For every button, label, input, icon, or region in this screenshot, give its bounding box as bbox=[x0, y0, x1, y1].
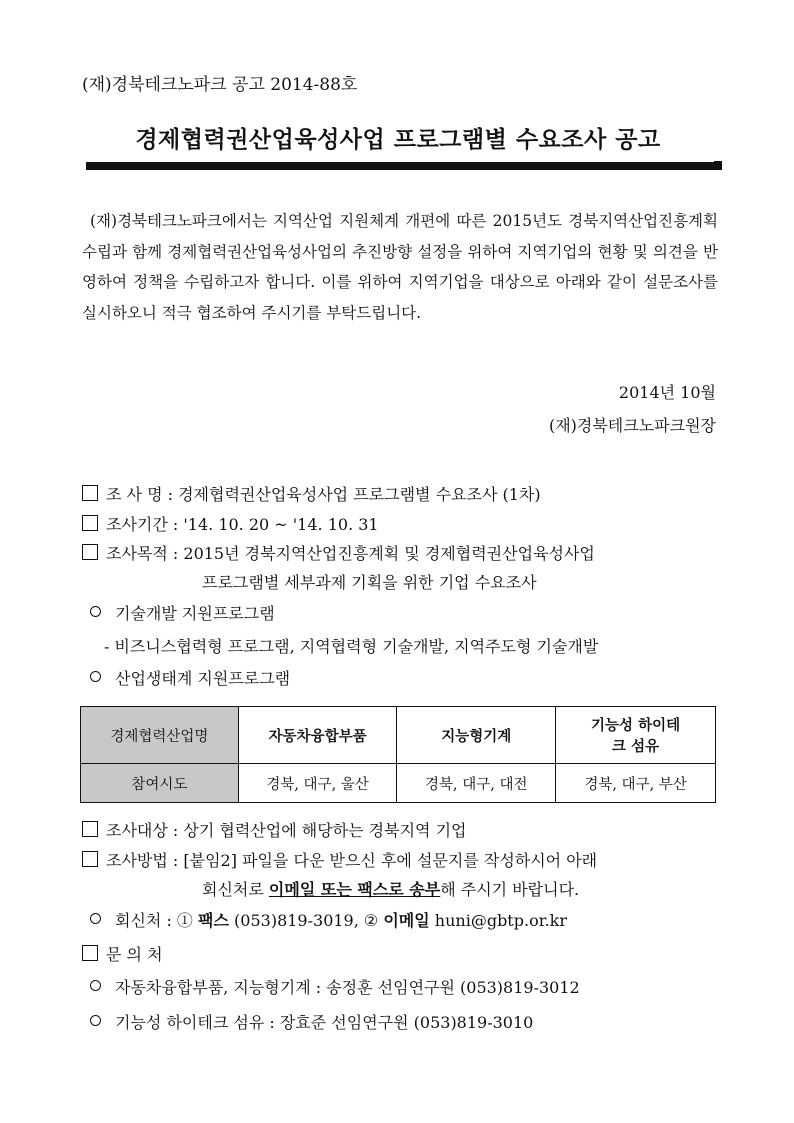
inquiry-contact-2 bbox=[90, 1010, 533, 1033]
checkbox-square-icon bbox=[82, 485, 98, 501]
survey-method-continued: 회신처로 이메일 또는 팩스로 송부해 주시기 바랍니다. bbox=[202, 880, 580, 899]
survey-period-text: 조사기간 : '14. 10. 20 ~ '14. 10. 31 bbox=[106, 515, 379, 534]
table-row bbox=[81, 707, 716, 764]
survey-period-item bbox=[82, 512, 379, 535]
checkbox-square-icon bbox=[82, 945, 98, 961]
program-1-detail: - 비즈니스협력형 프로그램, 지역협력형 기술개발, 지역주도형 기술개발 bbox=[104, 637, 599, 656]
bullet-circle-icon bbox=[90, 980, 101, 991]
inquiry-heading-text: 문 의 처 bbox=[106, 945, 163, 964]
industry-table bbox=[80, 706, 716, 803]
table-header-label: 경제협력산업명 bbox=[81, 707, 239, 764]
industry-cell: 기능성 하이테크 섬유 bbox=[556, 707, 716, 764]
survey-target-item bbox=[82, 818, 466, 841]
checkbox-square-icon bbox=[82, 821, 98, 837]
program-2-text: 산업생태계 지원프로그램 bbox=[115, 669, 291, 688]
survey-purpose-text: 조사목적 : 2015년 경북지역산업진흥계획 및 경제협력권산업육성사업 bbox=[106, 544, 595, 563]
survey-purpose-item bbox=[82, 541, 595, 564]
reply-contact-item: 회신처 : ① 팩스 (053)819-3019, ② 이메일 huni@gbtp.or.kr bbox=[90, 908, 567, 931]
checkbox-square-icon bbox=[82, 544, 98, 560]
survey-name-item bbox=[82, 482, 541, 505]
notice-number: (재)경북테크노파크 공고 2014-88호 bbox=[82, 75, 358, 95]
region-cell: 경북, 대구, 울산 bbox=[238, 764, 397, 803]
bullet-circle-icon bbox=[90, 606, 101, 617]
checkbox-square-icon bbox=[82, 851, 98, 867]
title-block bbox=[82, 118, 718, 172]
survey-purpose-continued: 프로그램별 세부과제 기획을 위한 기업 수요조사 bbox=[202, 573, 537, 592]
title-underline-bar bbox=[86, 161, 722, 170]
issuer-name: (재)경북테크노파크원장 bbox=[548, 416, 716, 435]
industry-cell: 자동차융합부품 bbox=[238, 707, 397, 764]
notice-date: 2014년 10월 bbox=[618, 383, 716, 402]
region-cell: 경북, 대구, 대전 bbox=[397, 764, 556, 803]
table-row-label: 참여시도 bbox=[81, 764, 239, 803]
inquiry-contact-1 bbox=[90, 975, 580, 998]
inquiry-heading bbox=[82, 942, 163, 965]
email-label: 이메일 bbox=[383, 911, 430, 930]
program-2-item bbox=[90, 666, 290, 689]
fax-number: (053)819-3019, ② bbox=[228, 911, 384, 930]
program-1-item bbox=[90, 601, 275, 624]
submission-emphasis: 이메일 또는 팩스로 송부 bbox=[268, 880, 441, 899]
email-address: huni@gbtp.or.kr bbox=[429, 911, 568, 930]
inquiry-contact-text: 자동차융합부품, 지능형기계 : 송정훈 선임연구원 (053)819-3012 bbox=[115, 978, 580, 997]
checkbox-square-icon bbox=[82, 515, 98, 531]
bullet-circle-icon bbox=[90, 913, 101, 924]
inquiry-contact-text: 기능성 하이테크 섬유 : 장효준 선임연구원 (053)819-3010 bbox=[115, 1013, 534, 1032]
program-1-text: 기술개발 지원프로그램 bbox=[115, 604, 275, 623]
region-cell: 경북, 대구, 부산 bbox=[556, 764, 716, 803]
survey-method-text: 조사방법 : [붙임2] 파일을 다운 받으신 후에 설문지를 작성하시어 아래 bbox=[106, 851, 598, 870]
document-title: 경제협력권산업육성사업 프로그램별 수요조사 공고 bbox=[135, 127, 661, 153]
industry-cell: 지능형기계 bbox=[397, 707, 556, 764]
bullet-circle-icon bbox=[90, 671, 101, 682]
survey-method-item bbox=[82, 848, 597, 871]
intro-paragraph: (재)경북테크노파크에서는 지역산업 지원체계 개편에 따른 2015년도 경북지역산업진흥계획 수립과 함께 경제협력권산업육성사업의 추진방향 설정을 위하여 지역기업의 현황 및 의견을 반영하여 정책을 수립하고자 합니다. 이를 위하여 지역기업을 대상으로 아래와 같이 설문조사를 실시하오니 적극 협조하여 주시기를 부탁드립니다. bbox=[82, 212, 718, 322]
survey-target-text: 조사대상 : 상기 협력산업에 해당하는 경북지역 기업 bbox=[106, 821, 467, 840]
survey-name-text: 조 사 명 : 경제협력권산업육성사업 프로그램별 수요조사 (1차) bbox=[106, 485, 541, 504]
table-row bbox=[81, 764, 716, 803]
fax-label: 팩스 bbox=[198, 911, 229, 930]
bullet-circle-icon bbox=[90, 1015, 101, 1026]
